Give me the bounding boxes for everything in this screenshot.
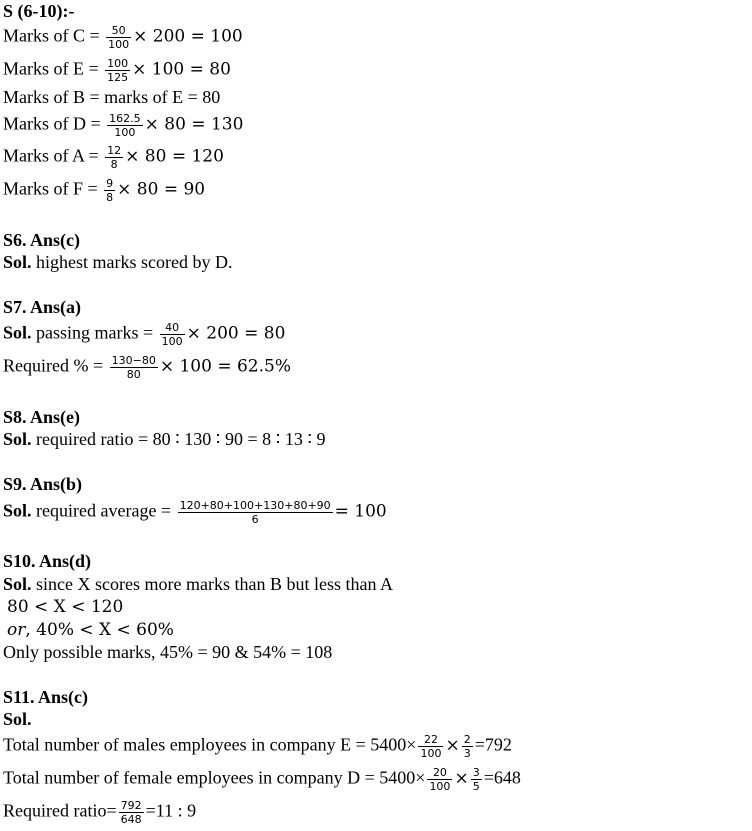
math-expression: × 80 = 130	[144, 114, 244, 135]
marks-f-line	[3, 177, 205, 204]
solution-text: Required ratio=	[3, 800, 117, 821]
solution-text: highest marks scored by D.	[31, 252, 233, 272]
s6-title: S6. Ans(c)	[3, 230, 81, 250]
marks-e-line	[3, 57, 231, 84]
s9-solution	[3, 499, 387, 526]
math-expression: × 200 = 100	[133, 26, 243, 47]
sol-label: Sol.	[3, 252, 32, 272]
inequality-1: 80 < X < 120	[7, 597, 124, 617]
fraction: $\frac{9}{8}$	[106, 177, 114, 204]
s11-females-line	[3, 766, 521, 793]
s11-sol-label: Sol.	[3, 709, 32, 729]
s10-solution	[3, 573, 393, 595]
s6-solution	[3, 251, 232, 273]
fraction: $\frac{22}{100}$	[420, 733, 442, 760]
or-word: or	[7, 620, 26, 640]
s9-title: S9. Ans(b)	[3, 474, 83, 494]
sol-label: Sol.	[3, 322, 32, 343]
marks-label: Marks of D =	[3, 113, 106, 134]
marks-b-line: Marks of B = marks of E = 80	[3, 87, 221, 107]
solution-text: required average =	[31, 500, 176, 521]
fraction: $\frac{792}{648}$	[120, 799, 142, 826]
fraction: $\frac{100}{125}$	[107, 57, 129, 84]
section-heading: S (6-10):-	[3, 1, 75, 21]
solution-text: Total number of female employees in company D = 5400×	[3, 767, 426, 788]
sol-label: Sol.	[3, 500, 32, 521]
s7-required-percent	[3, 354, 291, 381]
solution-text: since X scores more marks than B but less than A	[31, 574, 393, 594]
inequality-2	[7, 619, 174, 641]
times-sign: ×	[454, 768, 469, 789]
fraction: $\frac{40}{100}$	[161, 321, 183, 348]
s8-title: S8. Ans(e)	[3, 407, 81, 427]
marks-label: Marks of A =	[3, 145, 104, 166]
s7-title: S7. Ans(a)	[3, 297, 82, 317]
marks-c-line	[3, 24, 243, 51]
marks-label: Marks of C =	[3, 25, 105, 46]
times-sign: ×	[445, 735, 460, 756]
solution-text: Total number of males employees in company E = 5400×	[3, 734, 417, 755]
solution-text: Required % =	[3, 355, 108, 376]
math-expression: × 80 = 90	[117, 179, 206, 200]
marks-label: Marks of F =	[3, 178, 103, 199]
result-value: =648	[483, 767, 521, 788]
result-value: =11 : 9	[145, 800, 197, 821]
solution-text: required ratio = 80 ∶ 130 ∶ 90 = 8 ∶ 13 ∶ 9	[31, 429, 326, 449]
fraction: $\frac{130-80}{80}$	[111, 354, 156, 381]
math-expression: × 80 = 120	[125, 146, 224, 167]
math-expression: = 100	[334, 501, 387, 522]
math-expression: × 100 = 62.5%	[159, 356, 291, 377]
s8-solution	[3, 428, 326, 450]
s10-title: S10. Ans(d)	[3, 551, 92, 571]
s10-conclusion: Only possible marks, 45% = 90 & 54% = 108	[3, 642, 333, 662]
fraction: $\frac{120+80+100+130+80+90}{6}$	[179, 499, 331, 526]
fraction: $\frac{3}{5}$	[472, 766, 480, 793]
fraction: $\frac{50}{100}$	[108, 24, 130, 51]
marks-d-line	[3, 112, 243, 139]
math-expression: , 40% < X < 60%	[25, 620, 174, 640]
s11-title: S11. Ans(c)	[3, 687, 89, 707]
math-expression: × 200 = 80	[186, 323, 286, 344]
math-expression: × 100 = 80	[132, 59, 231, 80]
fraction: $\frac{2}{3}$	[463, 733, 471, 760]
s7-passing-marks	[3, 321, 285, 348]
fraction: $\frac{162.5}{100}$	[109, 112, 141, 139]
result-value: =792	[474, 734, 512, 755]
marks-a-line	[3, 144, 224, 171]
s11-males-line	[3, 733, 512, 760]
s11-ratio-line	[3, 799, 196, 826]
solution-text: passing marks =	[31, 322, 158, 343]
fraction: $\frac{12}{8}$	[107, 144, 122, 171]
marks-label: Marks of E =	[3, 58, 104, 79]
sol-label: Sol.	[3, 429, 32, 449]
fraction: $\frac{20}{100}$	[429, 766, 451, 793]
sol-label: Sol.	[3, 574, 32, 594]
